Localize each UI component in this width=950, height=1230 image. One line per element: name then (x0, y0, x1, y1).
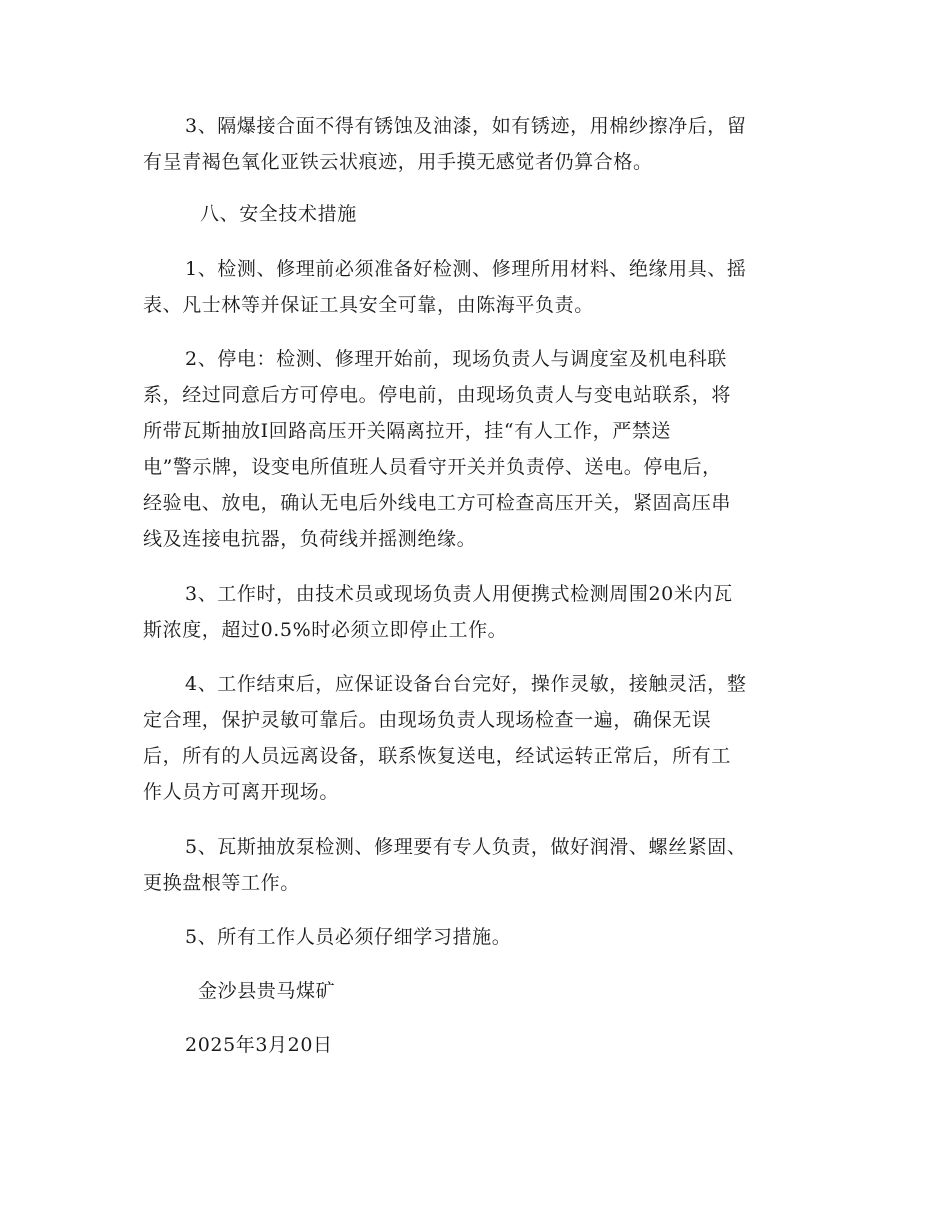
item-2-line-1: 2、停电：检测、修理开始前，现场负责人与调度室及机电科联 (185, 348, 727, 370)
item-2-line-6: 线及连接电抗器，负荷线并摇测绝缘。 (143, 528, 477, 550)
item-2-line-3: 所带瓦斯抽放Ⅰ回路高压开关隔离拉开，挂“有人工作，严禁送 (143, 420, 672, 442)
item-4-line-3: 后，所有的人员远离设备，联系恢复送电，经试运转正常后，所有工 (143, 745, 732, 767)
item-5-line-1: 5、瓦斯抽放泵检测、修理要有专人负责，做好润滑、螺丝紧固、 (185, 836, 747, 858)
item-4-line-1: 4、工作结束后，应保证设备台台完好，操作灵敏，接触灵活，整 (185, 673, 747, 695)
item-3-line-2: 斯浓度，超过0.5%时必须立即停止工作。 (143, 619, 508, 641)
item-1-line-1: 1、检测、修理前必须准备好检测、修理所用材料、绝缘用具、摇 (185, 258, 747, 280)
section-heading: 八、安全技术措施 (200, 203, 357, 225)
paragraph-3-line-2: 有呈青褐色氧化亚铁云状痕迹，用手摸无感觉者仍算合格。 (143, 151, 653, 173)
signature-date: 2025年3月20日 (185, 1034, 333, 1056)
item-2-line-2: 系，经过同意后方可停电。停电前，由现场负责人与变电站联系，将 (143, 384, 732, 406)
item-5b-line-1: 5、所有工作人员必须仔细学习措施。 (185, 926, 512, 948)
signature-organization: 金沙县贵马煤矿 (198, 980, 336, 1002)
item-2-line-5: 经验电、放电，确认无电后外线电工方可检查高压开关，紧固高压串 (143, 492, 732, 514)
item-4-line-2: 定合理，保护灵敏可靠后。由现场负责人现场检查一遍，确保无误 (143, 709, 712, 731)
item-1-line-2: 表、凡士林等并保证工具安全可靠，由陈海平负责。 (143, 294, 594, 316)
item-5-line-2: 更换盘根等工作。 (143, 872, 300, 894)
item-2-line-4: 电”警示牌，设变电所值班人员看守开关并负责停、送电。停电后， (143, 456, 722, 478)
paragraph-3-line-1: 3、隔爆接合面不得有锈蚀及油漆，如有锈迹，用棉纱擦净后，留 (185, 115, 747, 137)
item-4-line-4: 作人员方可离开现场。 (143, 781, 340, 803)
item-3-line-1: 3、工作时，由技术员或现场负责人用便携式检测周围20米内瓦 (185, 583, 733, 605)
